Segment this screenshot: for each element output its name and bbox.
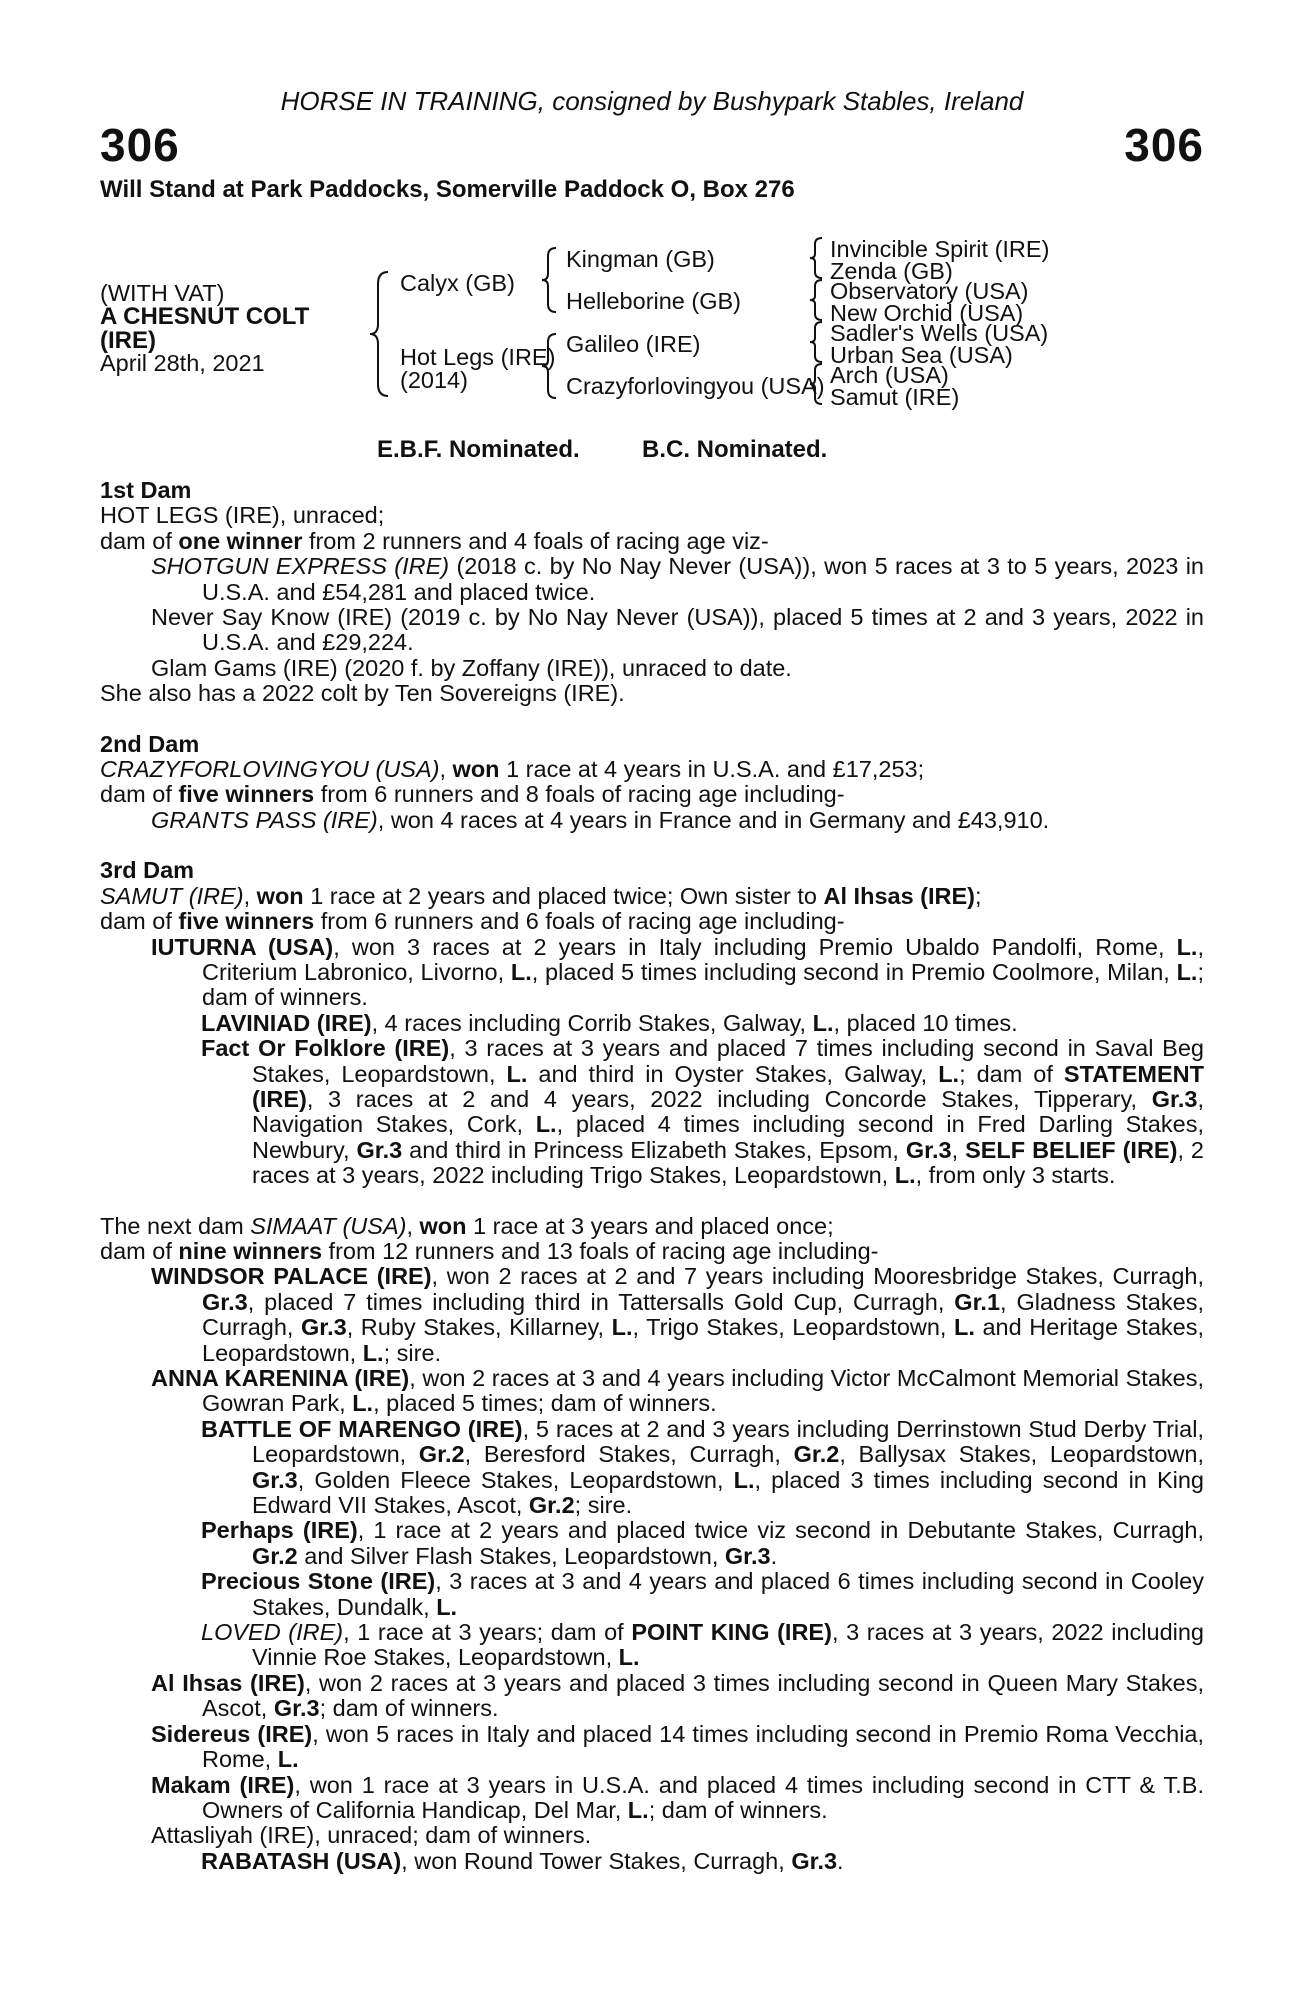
pedigree-brace-g3-1 [808, 236, 824, 280]
pedigree-brace-g3-4 [808, 362, 824, 406]
g3-ancestor: Arch (USA) [830, 362, 949, 388]
pedigree-brace-g3-3 [808, 320, 824, 364]
produce-entry: Al Ihsas (IRE), won 2 races at 3 years and placed 3 times including second in Queen Mary Stakes, Ascot, Gr.3; dam of winners. [151, 1669, 1204, 1722]
produce-entry: Attasliyah (IRE), unraced; dam of winners. [151, 1822, 592, 1849]
first-dam-line: HOT LEGS (IRE), unraced; [100, 502, 385, 529]
produce-record [100, 478, 1204, 1874]
consignment-line: HORSE IN TRAINING, consigned by Bushypark Stables, Ireland [280, 86, 1024, 116]
pedigree-brace-dam [540, 332, 558, 400]
produce-entry: IUTURNA (USA), won 3 races at 2 years in Italy including Premio Ubaldo Pandolfi, Rome, L., Criterium Labronico, Livorno, L., placed 5 times including second in Premio Coolmore, Milan, L.; dam of winners. [151, 933, 1204, 1011]
next-dam-produce-summary: dam of nine winners from 12 runners and 13 foals of racing age including- [100, 1237, 879, 1264]
g3-ancestor: Observatory (USA) [830, 278, 1029, 304]
vat-note: (WITH VAT) [100, 280, 225, 306]
second-dam-produce-summary: dam of five winners from 6 runners and 8 foals of racing age including- [100, 781, 845, 808]
produce-entry: Perhaps (IRE), 1 race at 2 years and placed twice viz second in Debutante Stakes, Curragh, Gr.2 and Silver Flash Stakes, Leopardstown, Gr.3. [201, 1517, 1205, 1569]
g3-ancestor: Zenda (GB) [830, 258, 953, 284]
pedigree-brace-sire [540, 246, 558, 314]
third-dam-heading: 3rd Dam [100, 857, 195, 884]
produce-entry: LOVED (IRE), 1 race at 3 years; dam of POINT KING (IRE), 3 races at 3 years, 2022 including Vinnie Roe Stakes, Leopardstown, L. [201, 1619, 1204, 1671]
produce-entry: LAVINIAD (IRE), 4 races including Corrib Stakes, Galway, L., placed 10 times. [201, 1009, 1018, 1036]
sire-sire: Kingman (GB) [566, 246, 715, 272]
dam-sire: Galileo (IRE) [566, 331, 701, 357]
stand-location: Will Stand at Park Paddocks, Somerville Paddock O, Box 276 [100, 176, 795, 203]
first-dam-heading: 1st Dam [100, 477, 192, 503]
produce-entry: Makam (IRE), won 1 race at 3 years in U.S.A. and placed 4 times including second in CTT & T.B. Owners of California Handicap, Del Mar, L.; dam of winners. [151, 1771, 1204, 1823]
horse-name: A CHESNUT COLT [100, 303, 310, 330]
g3-ancestor: Sadler's Wells (USA) [830, 320, 1049, 346]
pedigree-brace-g3-2 [808, 278, 824, 322]
first-dam-produce-summary: dam of one winner from 2 runners and 4 foals of racing age viz- [100, 527, 769, 554]
dam-dam: Crazyforlovingyou (USA) [566, 373, 825, 399]
produce-entry: Fact Or Folklore (IRE), 3 races at 3 years and placed 7 times including second in Saval Beg Stakes, Leopardstown, L. and third in Oyster Stakes, Galway, L.; dam of STATEMENT (IRE), 3 races at 2 and 4 years, 2022 including Concorde Stakes, Tipperary, Gr.3, Navigation Stakes, Cork, L., placed 4 times including second in Fred Darling Stakes, Newbury, Gr.3 and third in Princess Elizabeth Stakes, Epsom, Gr.3, SELF BELIEF (IRE), 2 races at 3 years, 2022 including Trigo Stakes, Leopardstown, L., from only 3 starts. [201, 1035, 1205, 1189]
dam: Hot Legs (IRE) [400, 344, 556, 370]
foaling-date: April 28th, 2021 [100, 350, 265, 376]
lot-number-left: 306 [100, 119, 180, 171]
third-dam-produce-summary: dam of five winners from 6 runners and 6 foals of racing age including- [100, 908, 845, 935]
first-dam-note: She also has a 2022 colt by Ten Sovereigns (IRE). [100, 680, 625, 707]
g3-ancestor: Invincible Spirit (IRE) [830, 236, 1050, 262]
produce-entry: Precious Stone (IRE), 3 races at 3 and 4 years and placed 6 times including second in Cooley Stakes, Dundalk, L. [201, 1568, 1204, 1620]
bc-nomination: B.C. Nominated. [642, 436, 828, 463]
produce-entry: ANNA KARENINA (IRE), won 2 races at 3 and 4 years including Victor McCalmont Memorial Stakes, Gowran Park, L., placed 5 times; dam of winners. [151, 1365, 1204, 1417]
dam-year: (2014) [400, 367, 468, 393]
sire-dam: Helleborine (GB) [566, 288, 742, 314]
sire: Calyx (GB) [400, 270, 515, 296]
horse-name-country: (IRE) [100, 327, 156, 354]
second-dam-line: CRAZYFORLOVINGYOU (USA), won 1 race at 4 years in U.S.A. and £17,253; [100, 756, 925, 783]
produce-entry: BATTLE OF MARENGO (IRE), 5 races at 2 and 3 years including Derrinstown Stud Derby Trial, Leopardstown, Gr.2, Beresford Stakes, Curragh, Gr.2, Ballysax Stakes, Leopardstown, Gr.3, Golden Fleece Stakes, Leopardstown, L., placed 3 times including second in King Edward VII Stakes, Ascot, Gr.2; sire. [201, 1415, 1205, 1519]
second-dam-heading: 2nd Dam [100, 730, 200, 757]
next-dam-line: The next dam SIMAAT (USA), won 1 race at 3 years and placed once; [100, 1212, 834, 1239]
third-dam-line: SAMUT (IRE), won 1 race at 2 years and placed twice; Own sister to Al Ihsas (IRE); [100, 882, 982, 909]
ebf-nomination: E.B.F. Nominated. [377, 436, 580, 463]
produce-entry: RABATASH (USA), won Round Tower Stakes, Curragh, Gr.3. [201, 1847, 844, 1874]
produce-entry: Glam Gams (IRE) (2020 f. by Zoffany (IRE)), unraced to date. [151, 654, 792, 681]
pedigree-table [100, 200, 1204, 520]
g3-ancestor: Urban Sea (USA) [830, 342, 1013, 368]
produce-entry: WINDSOR PALACE (IRE), won 2 races at 2 and 7 years including Mooresbridge Stakes, Curragh, Gr.3, placed 7 times including third in Tattersalls Gold Cup, Curragh, Gr.1, Gladness Stakes, Curragh, Gr.3, Ruby Stakes, Killarney, L., Trigo Stakes, Leopardstown, L. and Heritage Stakes, Leopardstown, L.; sire. [151, 1263, 1204, 1366]
g3-ancestor: Samut (IRE) [830, 384, 960, 410]
g3-ancestor: New Orchid (USA) [830, 300, 1024, 326]
produce-entry: Sidereus (IRE), won 5 races in Italy and placed 14 times including second in Premio Roma Vecchia, Rome, L. [151, 1720, 1205, 1773]
lot-number-right: 306 [1124, 119, 1204, 171]
produce-entry: Never Say Know (IRE) (2019 c. by No Nay Never (USA)), placed 5 times at 2 and 3 years, 2022 in U.S.A. and £29,224. [151, 604, 1204, 656]
produce-entry: GRANTS PASS (IRE), won 4 races at 4 years in France and in Germany and £43,910. [151, 806, 1050, 833]
produce-entry: SHOTGUN EXPRESS (IRE) (2018 c. by No Nay Never (USA)), won 5 races at 3 to 5 years, 2023 in U.S.A. and £54,281 and placed twice. [151, 553, 1204, 605]
pedigree-brace-main [368, 270, 390, 398]
